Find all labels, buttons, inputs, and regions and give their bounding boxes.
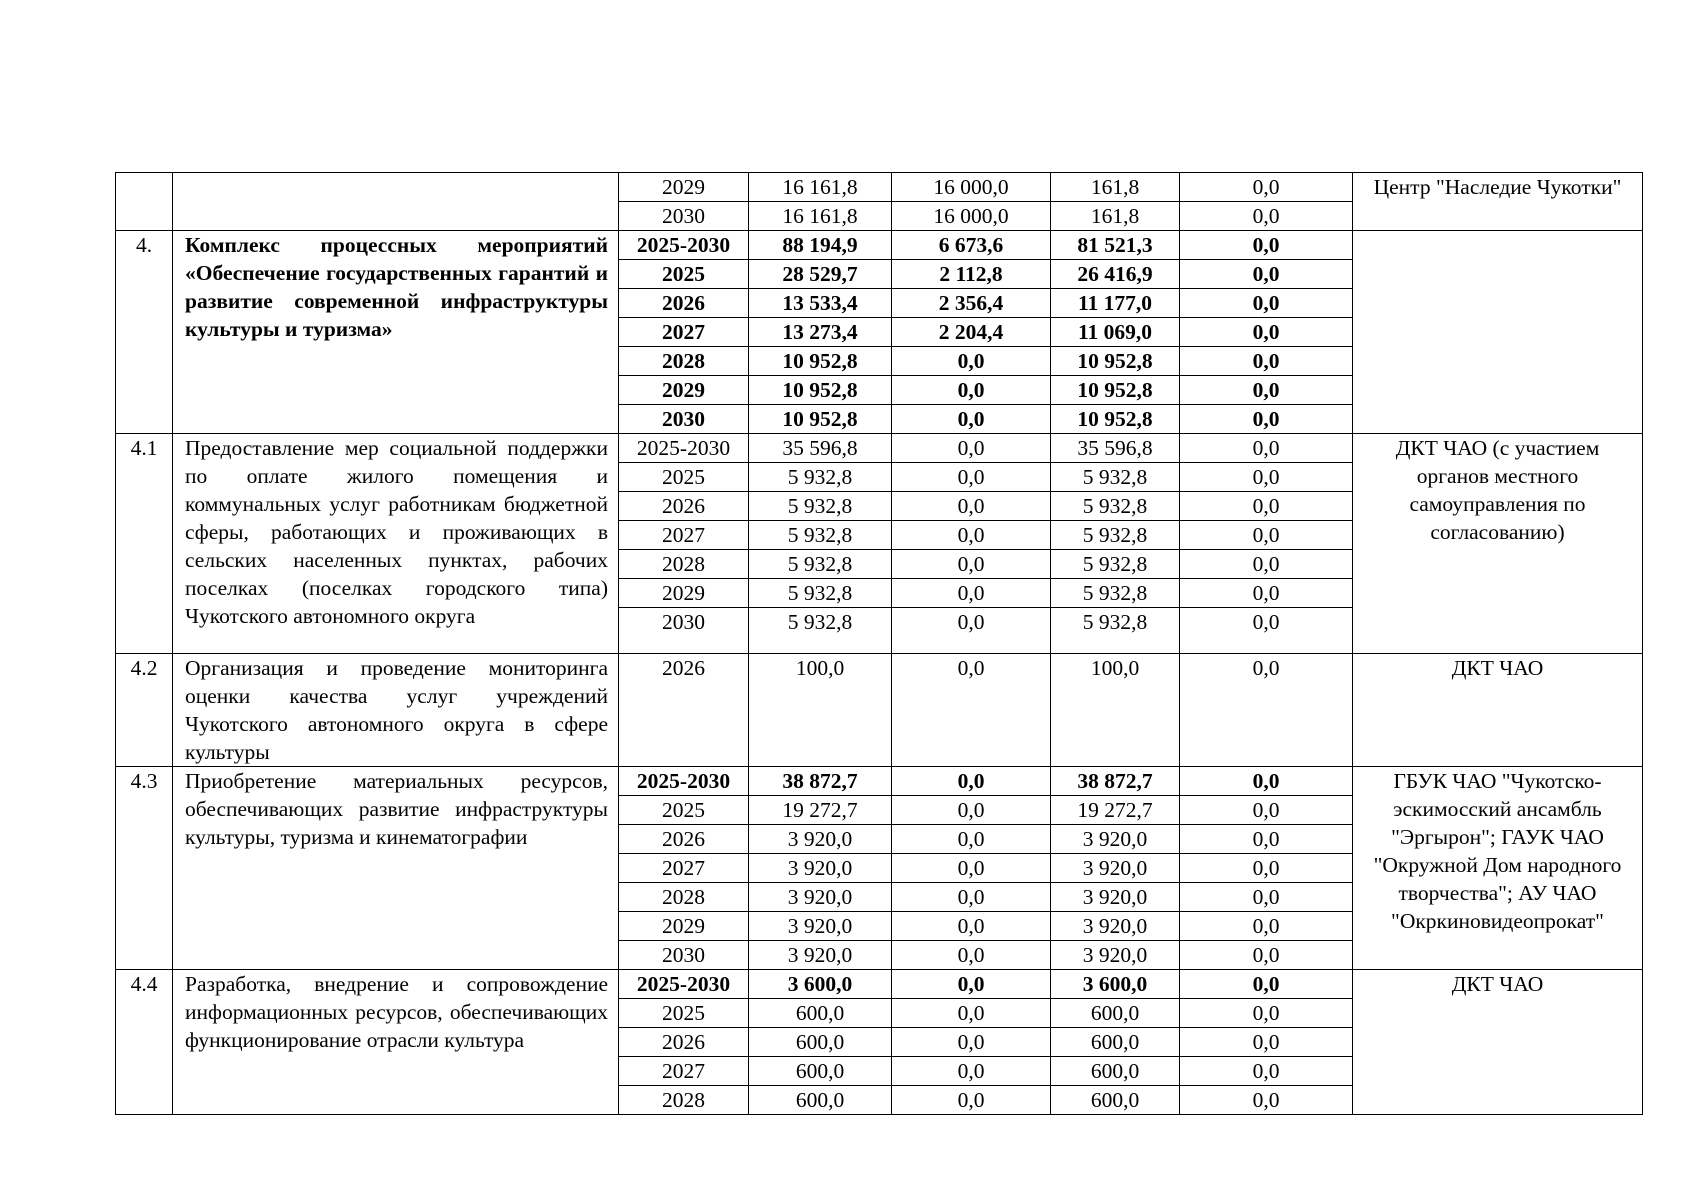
fund-cell-1: 2 112,8: [892, 260, 1051, 289]
item-number-cell: [116, 173, 173, 231]
responsible-cell: ДКТ ЧАО: [1353, 654, 1643, 767]
total-cell: 5 932,8: [749, 579, 892, 608]
item-number-cell: 4.1: [116, 434, 173, 654]
fund-cell-2: 19 272,7: [1051, 796, 1180, 825]
fund-cell-2: 10 952,8: [1051, 405, 1180, 434]
fund-cell-3: 0,0: [1180, 1057, 1353, 1086]
fund-cell-3: 0,0: [1180, 941, 1353, 970]
fund-cell-1: 2 204,4: [892, 318, 1051, 347]
responsible-cell: ДКТ ЧАО: [1353, 970, 1643, 1115]
table-row: [116, 970, 1643, 999]
responsible-cell: Центр "Наследие Чукотки": [1353, 173, 1643, 231]
fund-cell-1: 0,0: [892, 1057, 1051, 1086]
year-cell: 2028: [619, 347, 749, 376]
year-cell: 2025: [619, 260, 749, 289]
total-cell: 28 529,7: [749, 260, 892, 289]
fund-cell-1: 0,0: [892, 1086, 1051, 1115]
fund-cell-1: 0,0: [892, 970, 1051, 999]
fund-cell-1: 0,0: [892, 854, 1051, 883]
year-cell: 2030: [619, 405, 749, 434]
fund-cell-3: 0,0: [1180, 434, 1353, 463]
fund-cell-3: 0,0: [1180, 1086, 1353, 1115]
total-cell: 3 920,0: [749, 854, 892, 883]
fund-cell-2: 10 952,8: [1051, 376, 1180, 405]
total-cell: 100,0: [749, 654, 892, 767]
year-cell: 2030: [619, 202, 749, 231]
year-cell: 2030: [619, 941, 749, 970]
year-cell: 2027: [619, 854, 749, 883]
item-number-cell: 4.4: [116, 970, 173, 1115]
item-description-cell: [173, 173, 619, 231]
total-cell: 5 932,8: [749, 550, 892, 579]
fund-cell-3: 0,0: [1180, 260, 1353, 289]
year-cell: 2026: [619, 289, 749, 318]
fund-cell-3: 0,0: [1180, 654, 1353, 767]
fund-cell-3: 0,0: [1180, 550, 1353, 579]
fund-cell-1: 0,0: [892, 376, 1051, 405]
item-description-cell: Предоставление мер социальной поддержки по оплате жилого помещения и коммунальных услуг работникам бюджетной сферы, работающих и проживающих в сельских населенных пунктах, рабочих поселках (поселках городского типа) Чукотского автономного округа: [173, 434, 619, 654]
fund-cell-1: 16 000,0: [892, 202, 1051, 231]
table-row: [116, 434, 1643, 463]
total-cell: 16 161,8: [749, 173, 892, 202]
item-number-cell: 4.: [116, 231, 173, 434]
total-cell: 35 596,8: [749, 434, 892, 463]
total-cell: 5 932,8: [749, 521, 892, 550]
fund-cell-1: 16 000,0: [892, 173, 1051, 202]
year-cell: 2025-2030: [619, 767, 749, 796]
total-cell: 38 872,7: [749, 767, 892, 796]
fund-cell-2: 10 952,8: [1051, 347, 1180, 376]
fund-cell-3: 0,0: [1180, 883, 1353, 912]
fund-cell-1: 0,0: [892, 550, 1051, 579]
total-cell: 3 920,0: [749, 883, 892, 912]
fund-cell-3: 0,0: [1180, 970, 1353, 999]
fund-cell-3: 0,0: [1180, 608, 1353, 654]
fund-cell-2: 5 932,8: [1051, 521, 1180, 550]
fund-cell-2: 5 932,8: [1051, 463, 1180, 492]
fund-cell-3: 0,0: [1180, 912, 1353, 941]
year-cell: 2030: [619, 608, 749, 654]
fund-cell-3: 0,0: [1180, 1028, 1353, 1057]
total-cell: 16 161,8: [749, 202, 892, 231]
fund-cell-2: 3 920,0: [1051, 941, 1180, 970]
year-cell: 2029: [619, 579, 749, 608]
total-cell: 600,0: [749, 1057, 892, 1086]
fund-cell-3: 0,0: [1180, 405, 1353, 434]
year-cell: 2027: [619, 318, 749, 347]
total-cell: 13 273,4: [749, 318, 892, 347]
year-cell: 2028: [619, 883, 749, 912]
item-description-cell: Разработка, внедрение и сопровождение информационных ресурсов, обеспечивающих функционирование отрасли культура: [173, 970, 619, 1115]
fund-cell-3: 0,0: [1180, 318, 1353, 347]
fund-cell-3: 0,0: [1180, 579, 1353, 608]
year-cell: 2025: [619, 463, 749, 492]
total-cell: 5 932,8: [749, 463, 892, 492]
fund-cell-2: 81 521,3: [1051, 231, 1180, 260]
fund-cell-3: 0,0: [1180, 999, 1353, 1028]
total-cell: 88 194,9: [749, 231, 892, 260]
year-cell: 2026: [619, 654, 749, 767]
year-cell: 2029: [619, 376, 749, 405]
total-cell: 19 272,7: [749, 796, 892, 825]
year-cell: 2027: [619, 1057, 749, 1086]
fund-cell-3: 0,0: [1180, 231, 1353, 260]
item-description-cell: Комплекс процессных мероприятий «Обеспечение государственных гарантий и развитие современной инфраструктуры культуры и туризма»: [173, 231, 619, 434]
item-description-cell: Организация и проведение мониторинга оценки качества услуг учреждений Чукотского автономного округа в сфере культуры: [173, 654, 619, 767]
year-cell: 2029: [619, 912, 749, 941]
item-number-cell: 4.3: [116, 767, 173, 970]
fund-cell-1: 0,0: [892, 941, 1051, 970]
fund-cell-1: 0,0: [892, 767, 1051, 796]
year-cell: 2026: [619, 492, 749, 521]
fund-cell-2: 5 932,8: [1051, 492, 1180, 521]
responsible-cell: ДКТ ЧАО (с участием органов местного самоуправления по согласованию): [1353, 434, 1643, 654]
responsible-cell: [1353, 231, 1643, 434]
year-cell: 2025: [619, 796, 749, 825]
fund-cell-2: 161,8: [1051, 202, 1180, 231]
fund-cell-2: 3 600,0: [1051, 970, 1180, 999]
fund-cell-1: 0,0: [892, 1028, 1051, 1057]
responsible-cell: ГБУК ЧАО "Чукотско-эскимосский ансамбль "Эргырон"; ГАУК ЧАО "Окружной Дом народного творчества"; АУ ЧАО "Окркиновидеопрокат": [1353, 767, 1643, 970]
fund-cell-3: 0,0: [1180, 347, 1353, 376]
fund-cell-2: 26 416,9: [1051, 260, 1180, 289]
fund-cell-1: 0,0: [892, 579, 1051, 608]
fund-cell-3: 0,0: [1180, 825, 1353, 854]
table-row: [116, 231, 1643, 260]
total-cell: 600,0: [749, 1086, 892, 1115]
fund-cell-2: 161,8: [1051, 173, 1180, 202]
fund-cell-2: 5 932,8: [1051, 550, 1180, 579]
fund-cell-3: 0,0: [1180, 854, 1353, 883]
total-cell: 13 533,4: [749, 289, 892, 318]
fund-cell-3: 0,0: [1180, 521, 1353, 550]
fund-cell-2: 3 920,0: [1051, 883, 1180, 912]
fund-cell-2: 5 932,8: [1051, 579, 1180, 608]
total-cell: 10 952,8: [749, 405, 892, 434]
fund-cell-2: 11 177,0: [1051, 289, 1180, 318]
fund-cell-2: 600,0: [1051, 1057, 1180, 1086]
fund-cell-3: 0,0: [1180, 202, 1353, 231]
fund-cell-2: 3 920,0: [1051, 825, 1180, 854]
year-cell: 2025: [619, 999, 749, 1028]
total-cell: 600,0: [749, 999, 892, 1028]
total-cell: 10 952,8: [749, 347, 892, 376]
total-cell: 5 932,8: [749, 492, 892, 521]
table-row: [116, 173, 1643, 202]
fund-cell-2: 600,0: [1051, 999, 1180, 1028]
fund-cell-3: 0,0: [1180, 289, 1353, 318]
total-cell: 3 600,0: [749, 970, 892, 999]
total-cell: 3 920,0: [749, 912, 892, 941]
fund-cell-1: 0,0: [892, 463, 1051, 492]
fund-cell-3: 0,0: [1180, 173, 1353, 202]
year-cell: 2028: [619, 550, 749, 579]
year-cell: 2029: [619, 173, 749, 202]
fund-cell-3: 0,0: [1180, 492, 1353, 521]
table-row: [116, 767, 1643, 796]
fund-cell-1: 0,0: [892, 347, 1051, 376]
item-number-cell: 4.2: [116, 654, 173, 767]
fund-cell-3: 0,0: [1180, 463, 1353, 492]
fund-cell-1: 0,0: [892, 912, 1051, 941]
fund-cell-3: 0,0: [1180, 767, 1353, 796]
fund-cell-2: 35 596,8: [1051, 434, 1180, 463]
fund-cell-1: 0,0: [892, 654, 1051, 767]
year-cell: 2027: [619, 521, 749, 550]
fund-cell-2: 600,0: [1051, 1028, 1180, 1057]
total-cell: 600,0: [749, 1028, 892, 1057]
fund-cell-3: 0,0: [1180, 796, 1353, 825]
year-cell: 2025-2030: [619, 434, 749, 463]
fund-cell-1: 0,0: [892, 434, 1051, 463]
total-cell: 5 932,8: [749, 608, 892, 654]
fund-cell-2: 3 920,0: [1051, 854, 1180, 883]
fund-cell-1: 0,0: [892, 521, 1051, 550]
table-body: [116, 173, 1643, 1115]
total-cell: 3 920,0: [749, 941, 892, 970]
fund-cell-1: 0,0: [892, 492, 1051, 521]
fund-cell-1: 2 356,4: [892, 289, 1051, 318]
fund-cell-2: 11 069,0: [1051, 318, 1180, 347]
budget-table: [115, 172, 1643, 1115]
fund-cell-1: 0,0: [892, 825, 1051, 854]
year-cell: 2025-2030: [619, 970, 749, 999]
fund-cell-1: 0,0: [892, 883, 1051, 912]
year-cell: 2026: [619, 825, 749, 854]
year-cell: 2028: [619, 1086, 749, 1115]
fund-cell-1: 0,0: [892, 405, 1051, 434]
fund-cell-1: 0,0: [892, 608, 1051, 654]
item-description-cell: Приобретение материальных ресурсов, обеспечивающих развитие инфраструктуры культуры, туризма и кинематографии: [173, 767, 619, 970]
fund-cell-2: 100,0: [1051, 654, 1180, 767]
fund-cell-1: 6 673,6: [892, 231, 1051, 260]
fund-cell-2: 600,0: [1051, 1086, 1180, 1115]
fund-cell-3: 0,0: [1180, 376, 1353, 405]
year-cell: 2026: [619, 1028, 749, 1057]
fund-cell-1: 0,0: [892, 796, 1051, 825]
fund-cell-2: 5 932,8: [1051, 608, 1180, 654]
fund-cell-2: 3 920,0: [1051, 912, 1180, 941]
total-cell: 3 920,0: [749, 825, 892, 854]
year-cell: 2025-2030: [619, 231, 749, 260]
total-cell: 10 952,8: [749, 376, 892, 405]
table-row: [116, 654, 1643, 767]
fund-cell-2: 38 872,7: [1051, 767, 1180, 796]
fund-cell-1: 0,0: [892, 999, 1051, 1028]
